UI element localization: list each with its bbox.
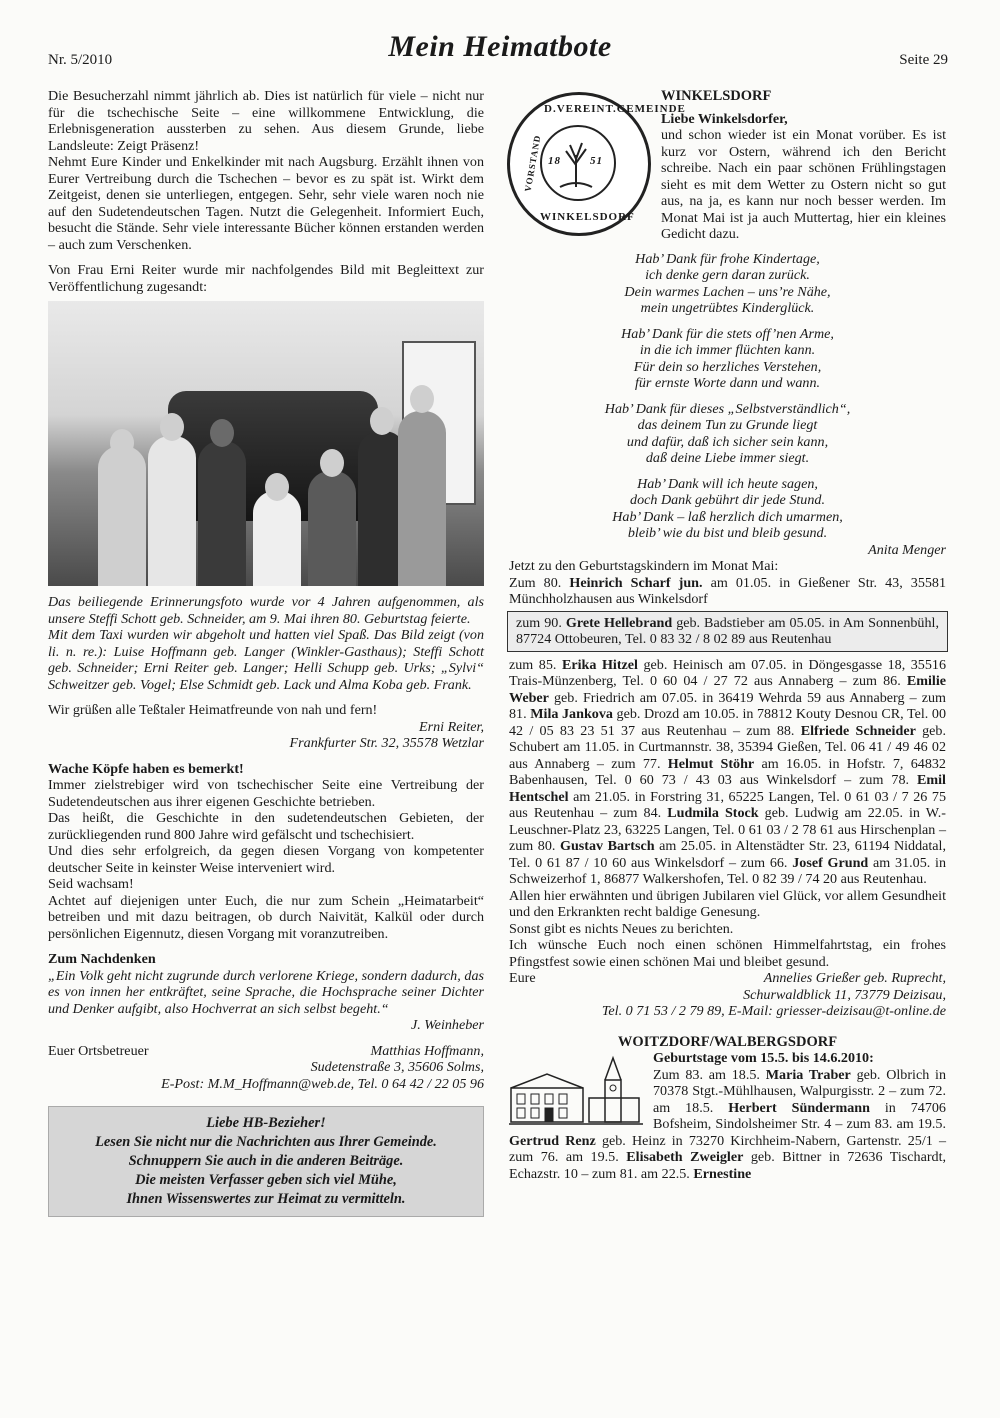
masthead-logo: Mein Heimatbote	[388, 30, 612, 63]
birthday-list: Zum 83. am 18.5. Maria Traber geb. Olbrich in 70378 Stgt.-Mühlhausen, Walpurgisstr. 2 – zum 72. am 18.5. Herbert Sündermann in 74706 Bofsheim, Sindolsheimer Str. 4 – zum 83. am 19.5. Gertrud Renz geb. Heinz in 73270 Kirchheim-Nabern, Gartenstr. 25/1 – zum 76. am 19.5. Elisabeth Zweigler geb. Bittner in 72636 Tischardt, Echazstr. 10 – zum 81. am 22.5. Ernestine	[509, 1066, 947, 1182]
paragraph: Die Besucherzahl nimmt jährlich ab. Dies ist natürlich für viele – nicht nur für die tschechische Seite – eine willkommene Entwicklung, die Erlebnisgeneration aussterben zu sehen. Aus diesem Grunde, liebe Landsleute: Zeigt Präsenz!	[48, 88, 484, 154]
paragraph: Das heißt, die Geschichte in den sudetendeutschen Gebieten, der zurückliegenden rund 800 Jahre wird gefälscht und tschechisiert.	[48, 810, 484, 843]
paragraph: Ich wünsche Euch noch einen schönen Himmelfahrtstag, ein frohes Pfingstfest sowie einen schönen Mai und bleibet gesund.	[509, 937, 946, 970]
ortsbetreuer-address: Sudetenstraße 3, 35606 Solms,	[310, 1059, 484, 1075]
issue-number: Nr. 5/2010	[48, 52, 113, 68]
photo-caption: Das beiliegende Erinnerungsfoto wurde vor 4 Jahren aufgenommen, als unsere Steffi Schott geb. Schneider, am 9. Mai ihren 80. Geburtstag feierte.	[48, 594, 484, 627]
ortsbetreuer-contact: E-Post: M.M_Hoffmann@web.de, Tel. 0 64 42 / 22 05 96	[161, 1075, 484, 1092]
paragraph: Achtet auf diejenigen unter Euch, die nur zum Schein „Heimatarbeit“ betreiben und mit dazu beitragen, ob durch Naivität, Kalkül oder durch persönlichen Eigennutz, diesen Vorgang mit voranzutreiben.	[48, 892, 484, 942]
group-photo	[48, 301, 484, 586]
paragraph: Sonst gibt es nichts Neues zu berichten.	[509, 920, 734, 937]
signature-address: Schurwaldblick 11, 73779 Deizisau,	[743, 986, 946, 1003]
left-column	[48, 88, 484, 1217]
signature-block	[509, 970, 946, 1020]
paragraph: Und dies sehr erfolgreich, da gegen diesen Vorgang von kompetenter deutscher Seite in keinster Weise interveniert wird.	[48, 843, 484, 876]
poem-author: Anita Menger	[868, 541, 946, 558]
village-church-icon	[509, 1054, 643, 1126]
section-heading: WOITZDORF/WALBERGSDORF	[617, 1033, 838, 1050]
birthday-highlight-box: zum 90. Grete Hellebrand geb. Badstieber am 05.05. in Am Sonnenbühl, 87724 Ottobeuren, Tel. 0 83 32 / 8 02 89 aus Reutenhau	[507, 611, 948, 652]
poem: Hab’ Dank für frohe Kindertage, ich denke gern daran zurück. Dein warmes Lachen – uns’re Nähe, mein ungetrübtes Kinderglück. Hab’ Dank für die stets off’nen Arme, in die ich immer flüchten kann. Für dein so herzliches Verstehen, für ernste Worte dann und wann. Hab’ Dank für dieses „Selbstverständlich“, das deinem Tun zu Grunde liegt und dafür, daß ich sicher sein kann, daß deine Liebe immer siegt. Hab’ Dank will ich heute sagen, doch Dank gebührt dir jede Stund. Hab’ Dank – laß herzlich dich umarmen, bleib’ wie du bist und bleib gesund.	[604, 250, 851, 541]
hb-notice-line: Die meisten Verfasser geben sich viel Mühe,	[135, 1172, 397, 1188]
paragraph: und schon wieder ist ein Monat vorüber. Es ist kurz vor Ostern, während ich den Bericht schreibe. Nach ein paar schönen Frühlingstagen sieht es mit dem Wetter zu Ostern nicht so gut aus, na ja, es kann nur noch besser werden. Im Monat Mai ist ja auch Muttertag, hier ein kleines Gedicht dazu.	[661, 127, 946, 242]
quote-author: J. Weinheber	[410, 1017, 484, 1033]
signature-contact: Tel. 0 71 53 / 2 79 89, E-Mail: griesser-deizisau@t-online.de	[601, 1003, 946, 1019]
winkelsdorf-seal-icon: D.VEREINT.GEMEINDE VORSTAND WINKELSDORF 18 51	[507, 92, 651, 236]
quote: „Ein Volk geht nicht zugrunde durch verlorene Kriege, sondern dadurch, das es von innen her entkräftet, seine Sprache, die Hochsprache seiner Dichter und Denker aufgibt, also Hochverrat an sich selbst begeht.“	[48, 967, 484, 1017]
paragraph: Jetzt zu den Geburtstagskindern im Monat Mai:	[509, 558, 779, 574]
photo-caption: Mit dem Taxi wurden wir abgeholt und hatten viel Spaß. Das Bild zeigt (von li. n. re.): Luise Hoffmann geb. Langer (Winkler-Gasthaus); Steffi Schott geb. Schneider; Erni Reiter geb. Langer; Helli Schupp geb. Urks; „Sylvi“ Schweitzer geb. Vogel; Else Schmidt geb. Lack und Alma Koba geb. Frank.	[48, 627, 484, 693]
hb-notice-line: Schnuppern Sie auch in die anderen Beiträge.	[128, 1153, 404, 1169]
section-heading: WINKELSDORF	[661, 88, 772, 104]
ortsbetreuer-block	[48, 1043, 484, 1093]
section-heading: Zum Nachdenken	[48, 951, 156, 967]
salutation: Liebe Winkelsdorfer,	[661, 110, 788, 127]
signature-address: Frankfurter Str. 32, 35578 Wetzlar	[289, 735, 484, 751]
paragraph: Wir grüßen alle Teßtaler Heimatfreunde von nah und fern!	[48, 702, 378, 718]
ortsbetreuer-name: Matthias Hoffmann,	[370, 1042, 484, 1059]
paragraph: Allen hier erwähnten und übrigen Jubilaren viel Glück, vor allem Gesundheit und den Erkrankten recht baldige Genesung.	[509, 887, 946, 920]
birthday-entry: Zum 80. Heinrich Scharf jun. am 01.05. in Gießener Str. 43, 35581 Münchholzhausen aus Winkelsdorf	[509, 574, 947, 607]
birthday-list: zum 85. Erika Hitzel geb. Heinisch am 07.05. in Döngesgasse 18, 35516 Trais-Münzenberg, Tel. 0 60 04 / 27 72 aus Annaberg – zum 86. Emilie Weber geb. Friedrich am 07.05. in 36419 Wehrda 59 aus Annaberg – zum 81. Mila Jankova geb. Drozd am 10.05. in 78812 Kouty Desnou CR, Tel. 00 42 / 05 83 23 51 37 aus Reutenhau – zum 88. Elfriede Schneider geb. Schubert am 11.05. in Curtmannstr. 38, 35394 Gießen, Tel. 06 41 / 49 46 02 aus Annaberg – zum 77. Helmut Stöhr am 16.05. in Hofstr. 7, 64832 Babenhausen, Tel. 0 60 73 / 43 03 aus Winkelsdorf – zum 78. Emil Hentschel am 21.05. in Forstring 31, 65225 Langen, Tel. 0 61 03 / 7 26 75 aus Reutenhau – zum 84. Ludmila Stock geb. Ludwig am 22.05. in W.-Leuschner-Platz 23, 63225 Langen, Tel. 0 61 03 / 2 78 61 aus Hirschenplan – zum 80. Gustav Bartsch am 25.05. in Altenstädter Str. 23, 61194 Niddatal, Tel. 0 61 87 / 10 60 aus Winkelsdorf – zum 66. Josef Grund am 31.05. in Schweizerhof 1, 86877 Walkershofen, Tel. 0 82 39 / 74 20 aus Reutenhau.	[509, 656, 946, 887]
section-heading: Wache Köpfe haben es bemerkt!	[48, 760, 244, 777]
birthday-range-heading: Geburtstage vom 15.5. bis 14.6.2010:	[653, 1050, 874, 1066]
closing: Eure	[509, 970, 536, 986]
hb-notice-line: Liebe HB-Bezieher!	[206, 1115, 326, 1131]
hb-notice-line: Ihnen Wissenswertes zur Heimat zu vermitteln.	[126, 1191, 406, 1207]
paragraph: Nehmt Eure Kinder und Enkelkinder mit nach Augsburg. Erzählt ihnen von Eurer Vertreibung durch die Tschechen – bevor es zu spät ist. Wirkt dem Zeitgeist, denen sie unterliegen, entgegen. Sehr, sehr viele waren noch nie auf den Sudetendeutschen Tagen. Nutzt die Gelegenheit. Informiert Euch, besucht die Stände. Sehr viele interessante Bücher können erstanden werden – auch zum Verschenken.	[48, 154, 484, 253]
page-number: Seite 29	[899, 52, 948, 68]
signature-name: Erni Reiter,	[419, 718, 484, 735]
signature-name: Annelies Grießer geb. Ruprecht,	[763, 970, 946, 986]
paragraph: Immer zielstrebiger wird von tschechischer Seite eine Vertreibung der Sudetendeutschen aus ihrer eigenen Geschichte betrieben.	[48, 777, 484, 810]
paragraph: Von Frau Erni Reiter wurde mir nachfolgendes Bild mit Begleittext zur Veröffentlichung zugesandt:	[48, 262, 484, 295]
hb-notice-line: Lesen Sie nicht nur die Nachrichten aus Ihrer Gemeinde.	[95, 1134, 437, 1150]
paragraph: Seid wachsam!	[48, 876, 134, 892]
hb-notice-box	[48, 1106, 484, 1217]
ortsbetreuer-label: Euer Ortsbetreuer	[48, 1042, 149, 1059]
right-column	[509, 88, 946, 1182]
